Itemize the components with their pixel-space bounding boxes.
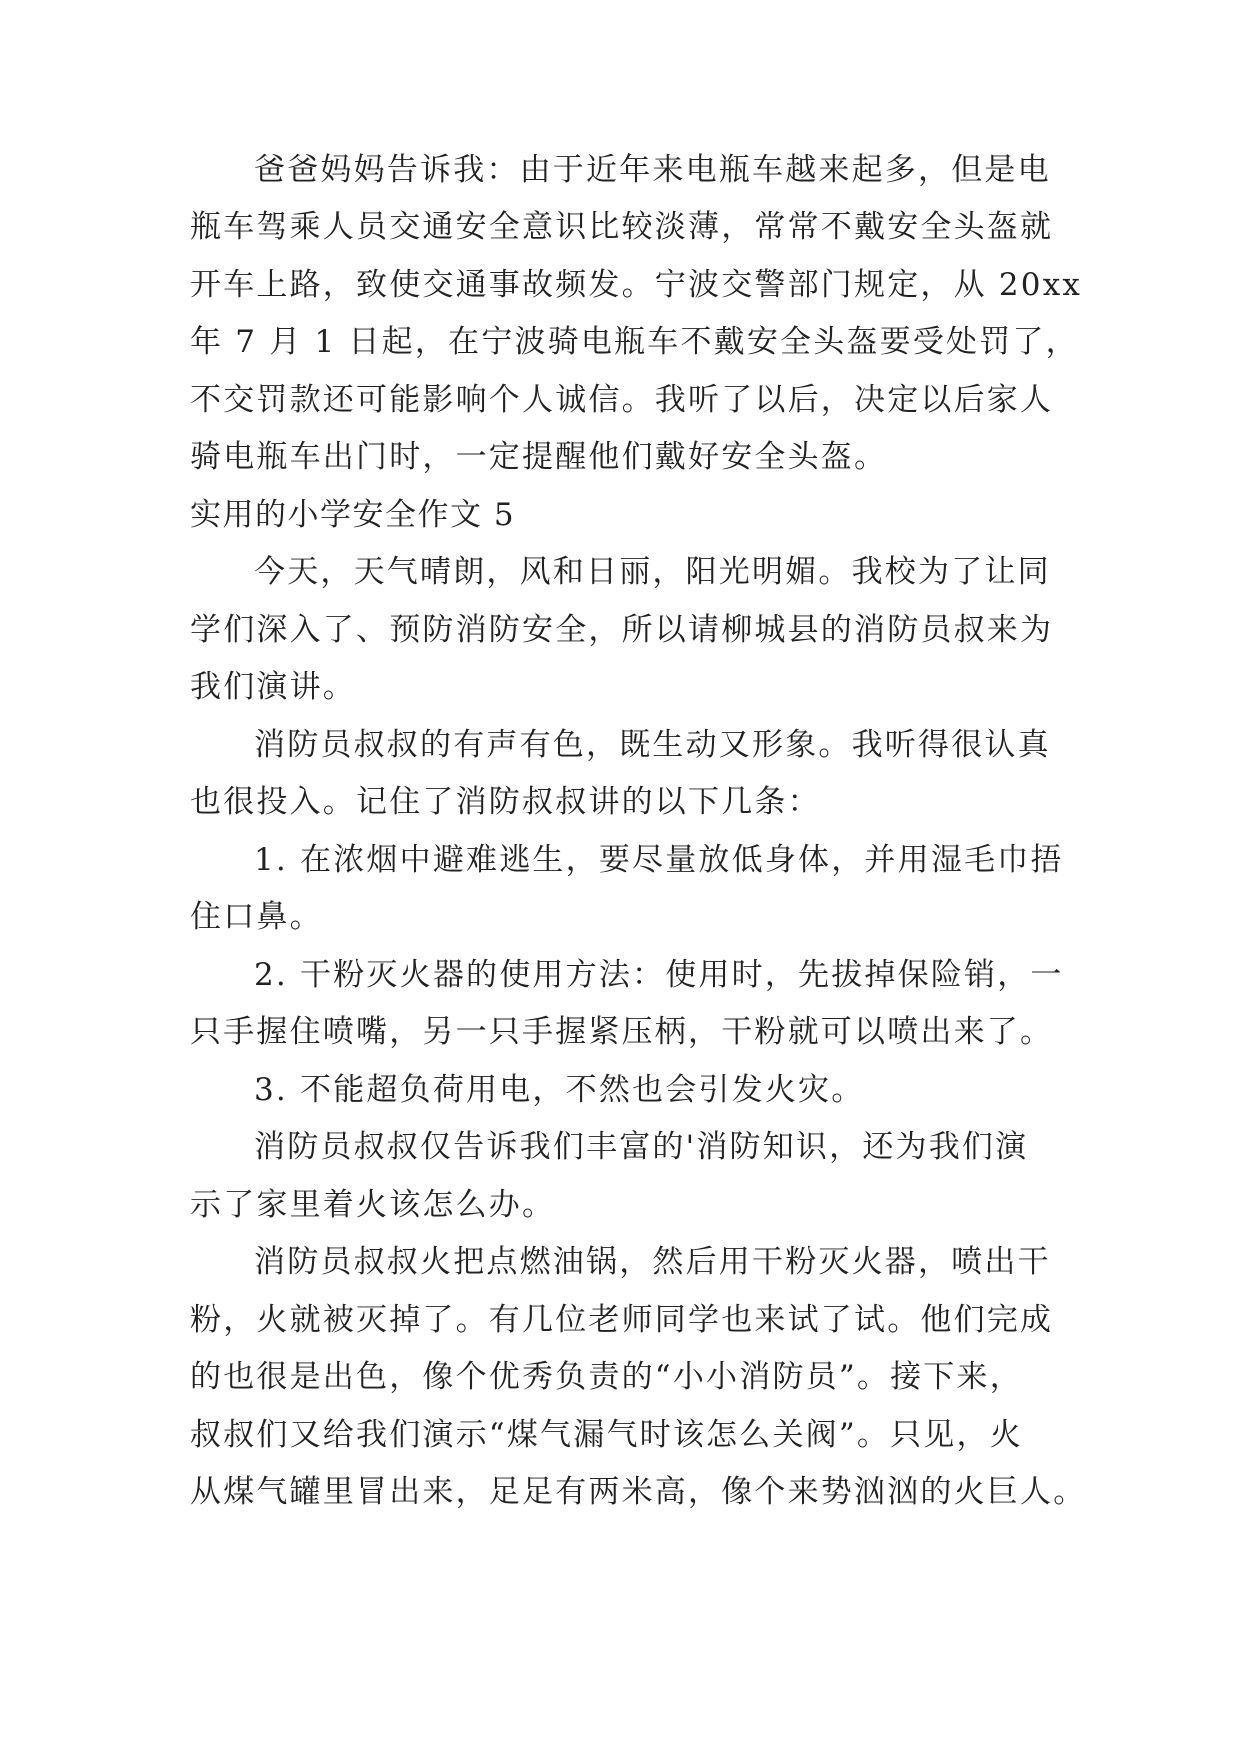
paragraph-line: 叔叔们又给我们演示“煤气漏气时该怎么关阀”。只见，火 <box>190 1417 1023 1453</box>
paragraph-line: 示了家里着火该怎么办。 <box>190 1187 556 1223</box>
section-title: 实用的小学安全作文 5 <box>190 497 516 533</box>
paragraph-line: 消防员叔叔仅告诉我们丰富的'消防知识，还为我们演 <box>254 1129 1029 1165</box>
paragraph-line: 骑电瓶车出门时，一定提醒他们戴好安全头盔。 <box>190 439 888 475</box>
paragraph-line: 的也很是出色，像个优秀负责的“小小消防员”。接下来， <box>190 1359 1023 1395</box>
list-item-line: 3. 不能超负荷用电，不然也会引发火灾。 <box>254 1072 865 1108</box>
paragraph-line: 消防员叔叔的有声有色，既生动又形象。我听得很认真 <box>254 727 1051 763</box>
paragraph-line: 也很投入。记住了消防叔叔讲的以下几条： <box>190 784 821 820</box>
list-item-line: 住口鼻。 <box>190 899 323 935</box>
paragraph-line: 学们深入了、预防消防安全，所以请柳城县的消防员叔来为 <box>190 612 1054 648</box>
paragraph-line: 粉，火就被灭掉了。有几位老师同学也来试了试。他们完成 <box>190 1302 1054 1338</box>
paragraph-line: 我们演讲。 <box>190 669 356 705</box>
list-item-line: 1. 在浓烟中避难逃生，要尽量放低身体，并用湿毛巾捂 <box>254 842 1064 878</box>
paragraph-line: 不交罚款还可能影响个人诚信。我听了以后，决定以后家人 <box>190 382 1054 418</box>
paragraph-line: 消防员叔叔火把点燃油锅，然后用干粉灭火器，喷出干 <box>254 1244 1051 1280</box>
list-item-line: 2. 干粉灭火器的使用方法：使用时，先拔掉保险销，一 <box>254 957 1064 993</box>
paragraph-line: 开车上路，致使交通事故频发。宁波交警部门规定，从 20xx <box>190 267 1083 303</box>
paragraph-line: 爸爸妈妈告诉我：由于近年来电瓶车越来起多，但是电 <box>254 152 1051 188</box>
paragraph-line: 今天，天气晴朗，风和日丽，阳光明媚。我校为了让同 <box>254 554 1051 590</box>
paragraph-line: 瓶车驾乘人员交通安全意识比较淡薄，常常不戴安全头盔就 <box>190 209 1054 245</box>
paragraph-line: 年 7 月 1 日起，在宁波骑电瓶车不戴安全头盔要受处罚了， <box>190 324 1079 360</box>
list-item-line: 只手握住喷嘴，另一只手握紧压柄，干粉就可以喷出来了。 <box>190 1014 1054 1050</box>
paragraph-line: 从煤气罐里冒出来，足足有两米高，像个来势汹汹的火巨人。 <box>190 1474 1087 1510</box>
